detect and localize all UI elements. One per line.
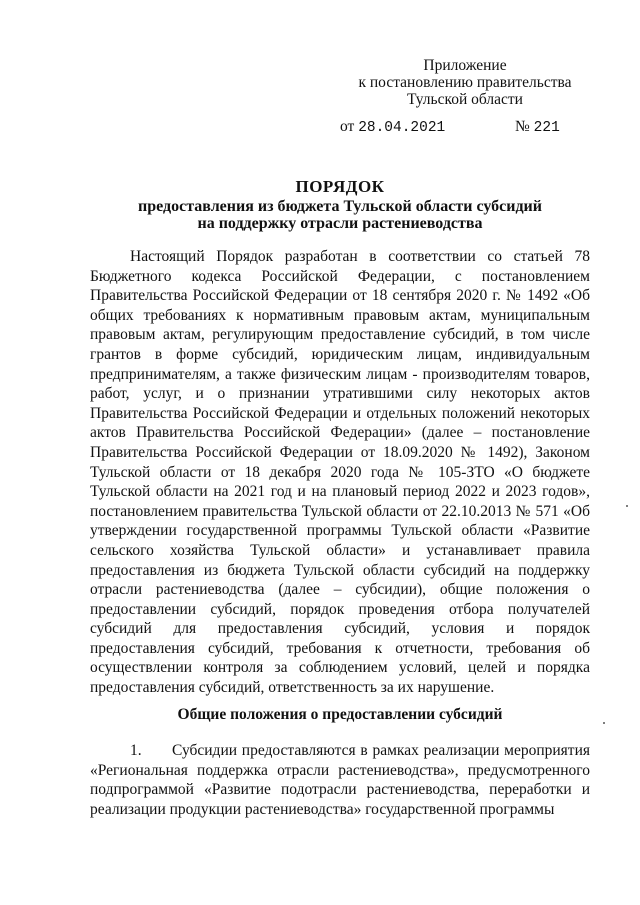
item-1-paragraph	[90, 741, 590, 819]
date-prefix: от	[340, 118, 355, 135]
resolution-number: 221	[533, 120, 560, 136]
document-title	[90, 178, 590, 232]
scan-speck	[603, 722, 605, 724]
title-subtitle-line-2: на поддержку отрасли растениеводства	[197, 215, 483, 232]
resolution-date-number	[340, 118, 580, 137]
appendix-line-2: к постановлению правительства	[358, 74, 572, 91]
item-1-number: 1.	[130, 742, 142, 759]
scan-speck	[626, 505, 628, 507]
resolution-date: 28.04.2021	[358, 120, 446, 136]
resolution-number-group	[515, 118, 560, 137]
appendix-line-1: Приложение	[423, 57, 507, 74]
item-1-text: Субсидии предоставляются в рамках реализации мероприятия «Региональная поддержка отрасли растениеводства», предусмотренного подпрограммой «Развитие подотрасли растениеводства, переработки и реализации продукции растениеводства» государственной программы	[90, 742, 590, 818]
appendix-header	[340, 57, 590, 108]
appendix-line-3: Тульской области	[407, 91, 523, 108]
title-subtitle-line-1: предоставления из бюджета Тульской области субсидий	[138, 198, 542, 215]
section-heading: Общие положения о предоставлении субсидий	[177, 706, 503, 723]
intro-paragraph: Настоящий Порядок разработан в соответствии со статьей 78 Бюджетного кодекса Российской Федерации, с постановлением Правительства Российской Федерации от 18 сентября 2020 г. № 1492 «Об общих требованиях к нормативным правовым актам, муниципальным правовым актам, регулирующим предоставление субсидий, в том числе грантов в форме субсидий, юридическим лицам, индивидуальным предпринимателям, а также физическим лицам - производителям товаров, работ, услуг, и о признании утратившими силу некоторых актов Правительства Российской Федерации и отдельных положений некоторых актов Правительства Российской Федерации» (далее – постановление Правительства Российской Федерации от 18.09.2020 № 1492), Законом Тульской области от 18 декабря 2020 года № 105-ЗТО «О бюджете Тульской области на 2021 год и на плановый период 2022 и 2023 годов», постановлением правительства Тульской области от 22.10.2013 № 571 «Об утверждении государственной программы Тульской области «Развитие сельского хозяйства Тульской области» и устанавливает правила предоставления из бюджета Тульской области субсидий на поддержку отрасли растениеводства (далее – субсидии), общие положения о предоставлении субсидий, порядок проведения отбора получателей субсидий для предоставления субсидий, условия и порядок предоставления субсидий, требования к отчетности, требования об осуществлении контроля за соблюдением условий, целей и порядка предоставления субсидий, ответственность за их нарушение.	[90, 248, 590, 697]
number-label: №	[515, 118, 530, 135]
title-main: ПОРЯДОК	[295, 177, 385, 196]
